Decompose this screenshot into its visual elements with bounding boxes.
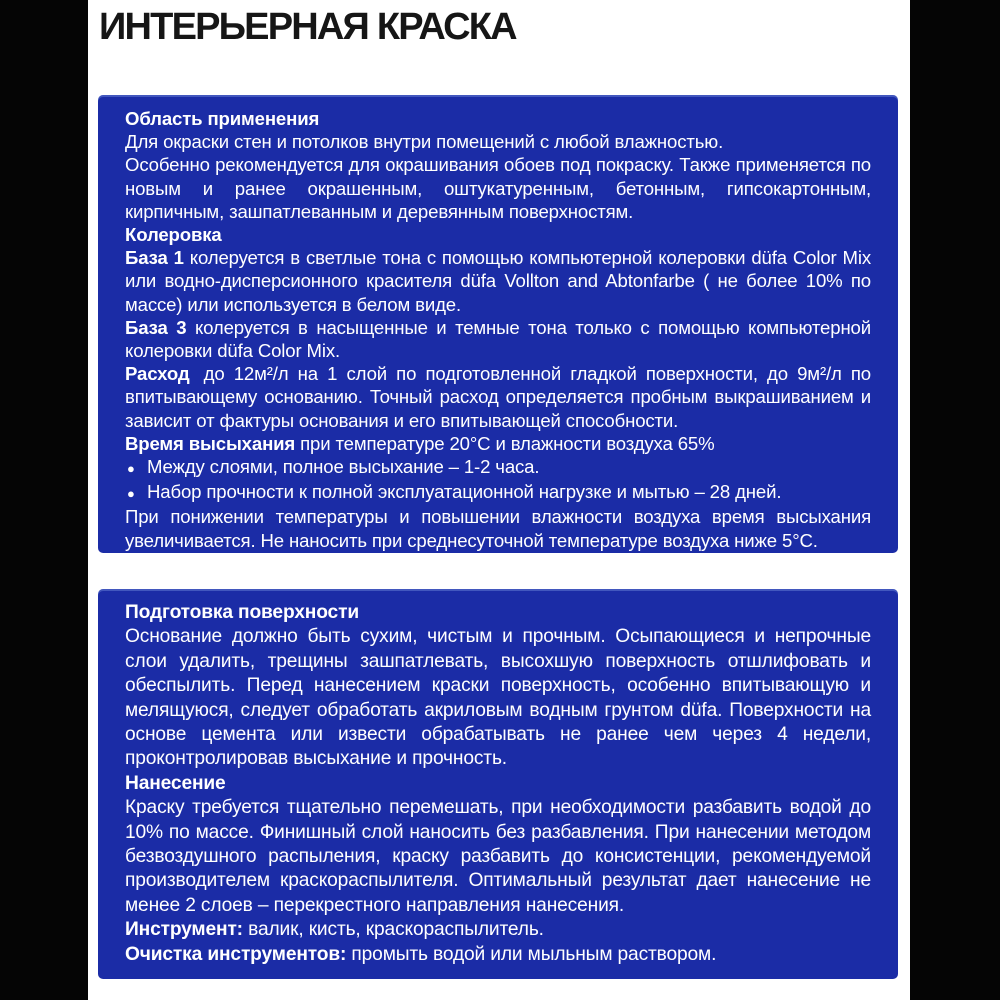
- heading-application-area: Область применения: [125, 108, 320, 129]
- paragraph-consumption: [125, 362, 871, 432]
- list-item-text: Набор прочности к полной эксплуатационной нагрузке и мытью – 28 дней.: [147, 481, 782, 503]
- paragraph-application-surfaces: Особенно рекомендуется для окрашивания обоев под покраску. Также применяется по новым и ранее окрашенным, оштукатуренным, бетонным, гипсокартонным, кирпичным, зашпатлеванным и деревянным поверхностям.: [125, 154, 871, 222]
- list-item-full-strength: [125, 480, 871, 505]
- panel-surface-preparation: [98, 589, 898, 979]
- panel-application-info: [98, 95, 898, 553]
- base3-label: База 3: [125, 316, 187, 338]
- panel-application-info-content: [98, 95, 898, 552]
- heading-surface-preparation: Подготовка поверхности: [125, 602, 359, 623]
- photo-edge-right: [910, 0, 1000, 1000]
- drying-time-text: при температуре 20°С и влажности воздуха 65%: [295, 432, 715, 454]
- consumption-text: до 12м²/л на 1 слой по подготовленной гладкой поверхности, до 9м²/л по впитывающему основанию. Точный расход определяется пробным выкрашиванием и зависит от фактуры основания и его впитывающей способности.: [125, 363, 871, 431]
- paragraph-cleaning: [125, 943, 871, 967]
- paragraph-application-method: Краску требуется тщательно перемешать, при необходимости разбавить водой до 10% по массе. Финишный слой наносить без разбавления. При нанесении методом безвоздушного распыления, краску разбавить до консистенции, рекомендуемой производителем краскораспылителя. Оптимальный результат дает нанесение не менее 2 слоев – перекрестного направления нанесения.: [125, 797, 871, 916]
- base1-label: База 1: [125, 247, 184, 269]
- photo-edge-left: [0, 0, 88, 1000]
- page-title: ИНТЕРЬЕРНАЯ КРАСКА: [99, 6, 516, 48]
- list-item-text: Между слоями, полное высыхание – 1-2 часа.: [147, 456, 540, 478]
- bullet-icon: ●: [127, 486, 135, 502]
- paragraph-base1: [125, 246, 871, 316]
- paragraph-base3: [125, 316, 871, 362]
- paragraph-temperature-note: При понижении температуры и повышении влажности воздуха время высыхания увеличивается. Не наносить при среднесуточной температуре воздуха ниже 5°С.: [125, 506, 871, 551]
- panel-surface-preparation-content: [98, 589, 898, 967]
- heading-application-method: Нанесение: [125, 772, 226, 794]
- base1-text: колеруется в светлые тона с помощью компьютерной колеровки düfa Color Mix или водно-дисперсионного красителя düfa Vollton and Abtonfarbe ( не более 10% по массе) или используется в белом виде.: [125, 247, 871, 315]
- paragraph-drying-time: [125, 432, 871, 455]
- consumption-label: Расход: [125, 363, 190, 385]
- paragraph-tools: [125, 918, 871, 942]
- cleaning-text: промыть водой или мыльным раствором.: [346, 943, 717, 965]
- paragraph-surface-preparation: Основание должно быть сухим, чистым и прочным. Осыпающиеся и непрочные слои удалить, трещины зашпатлевать, высохшую поверхность отшлифовать и обеспылить. Перед нанесением краски поверхность, особенно впитывающую и мелящуюся, следует обработать акриловым водным грунтом düfa. Поверхности на основе цемента или извести обрабатывать не ранее чем через 4 недели, проконтролировав высыхание и прочность.: [125, 626, 871, 770]
- tools-text: валик, кисть, краскораспылитель.: [242, 919, 544, 941]
- list-item-drying-between-coats: [125, 455, 871, 480]
- base3-text: колеруется в насыщенные и темные тона только с помощью компьютерной колеровки düfa Color Mix.: [125, 316, 871, 362]
- drying-time-label: Время высыхания: [125, 432, 296, 454]
- tools-label: Инструмент:: [125, 919, 243, 941]
- heading-tinting: Колеровка: [125, 224, 222, 246]
- cleaning-label: Очистка инструментов:: [125, 943, 347, 965]
- bullet-icon: ●: [127, 461, 135, 477]
- paragraph-application-line: Для окраски стен и потолков внутри помещений с любой влажностью.: [125, 131, 724, 153]
